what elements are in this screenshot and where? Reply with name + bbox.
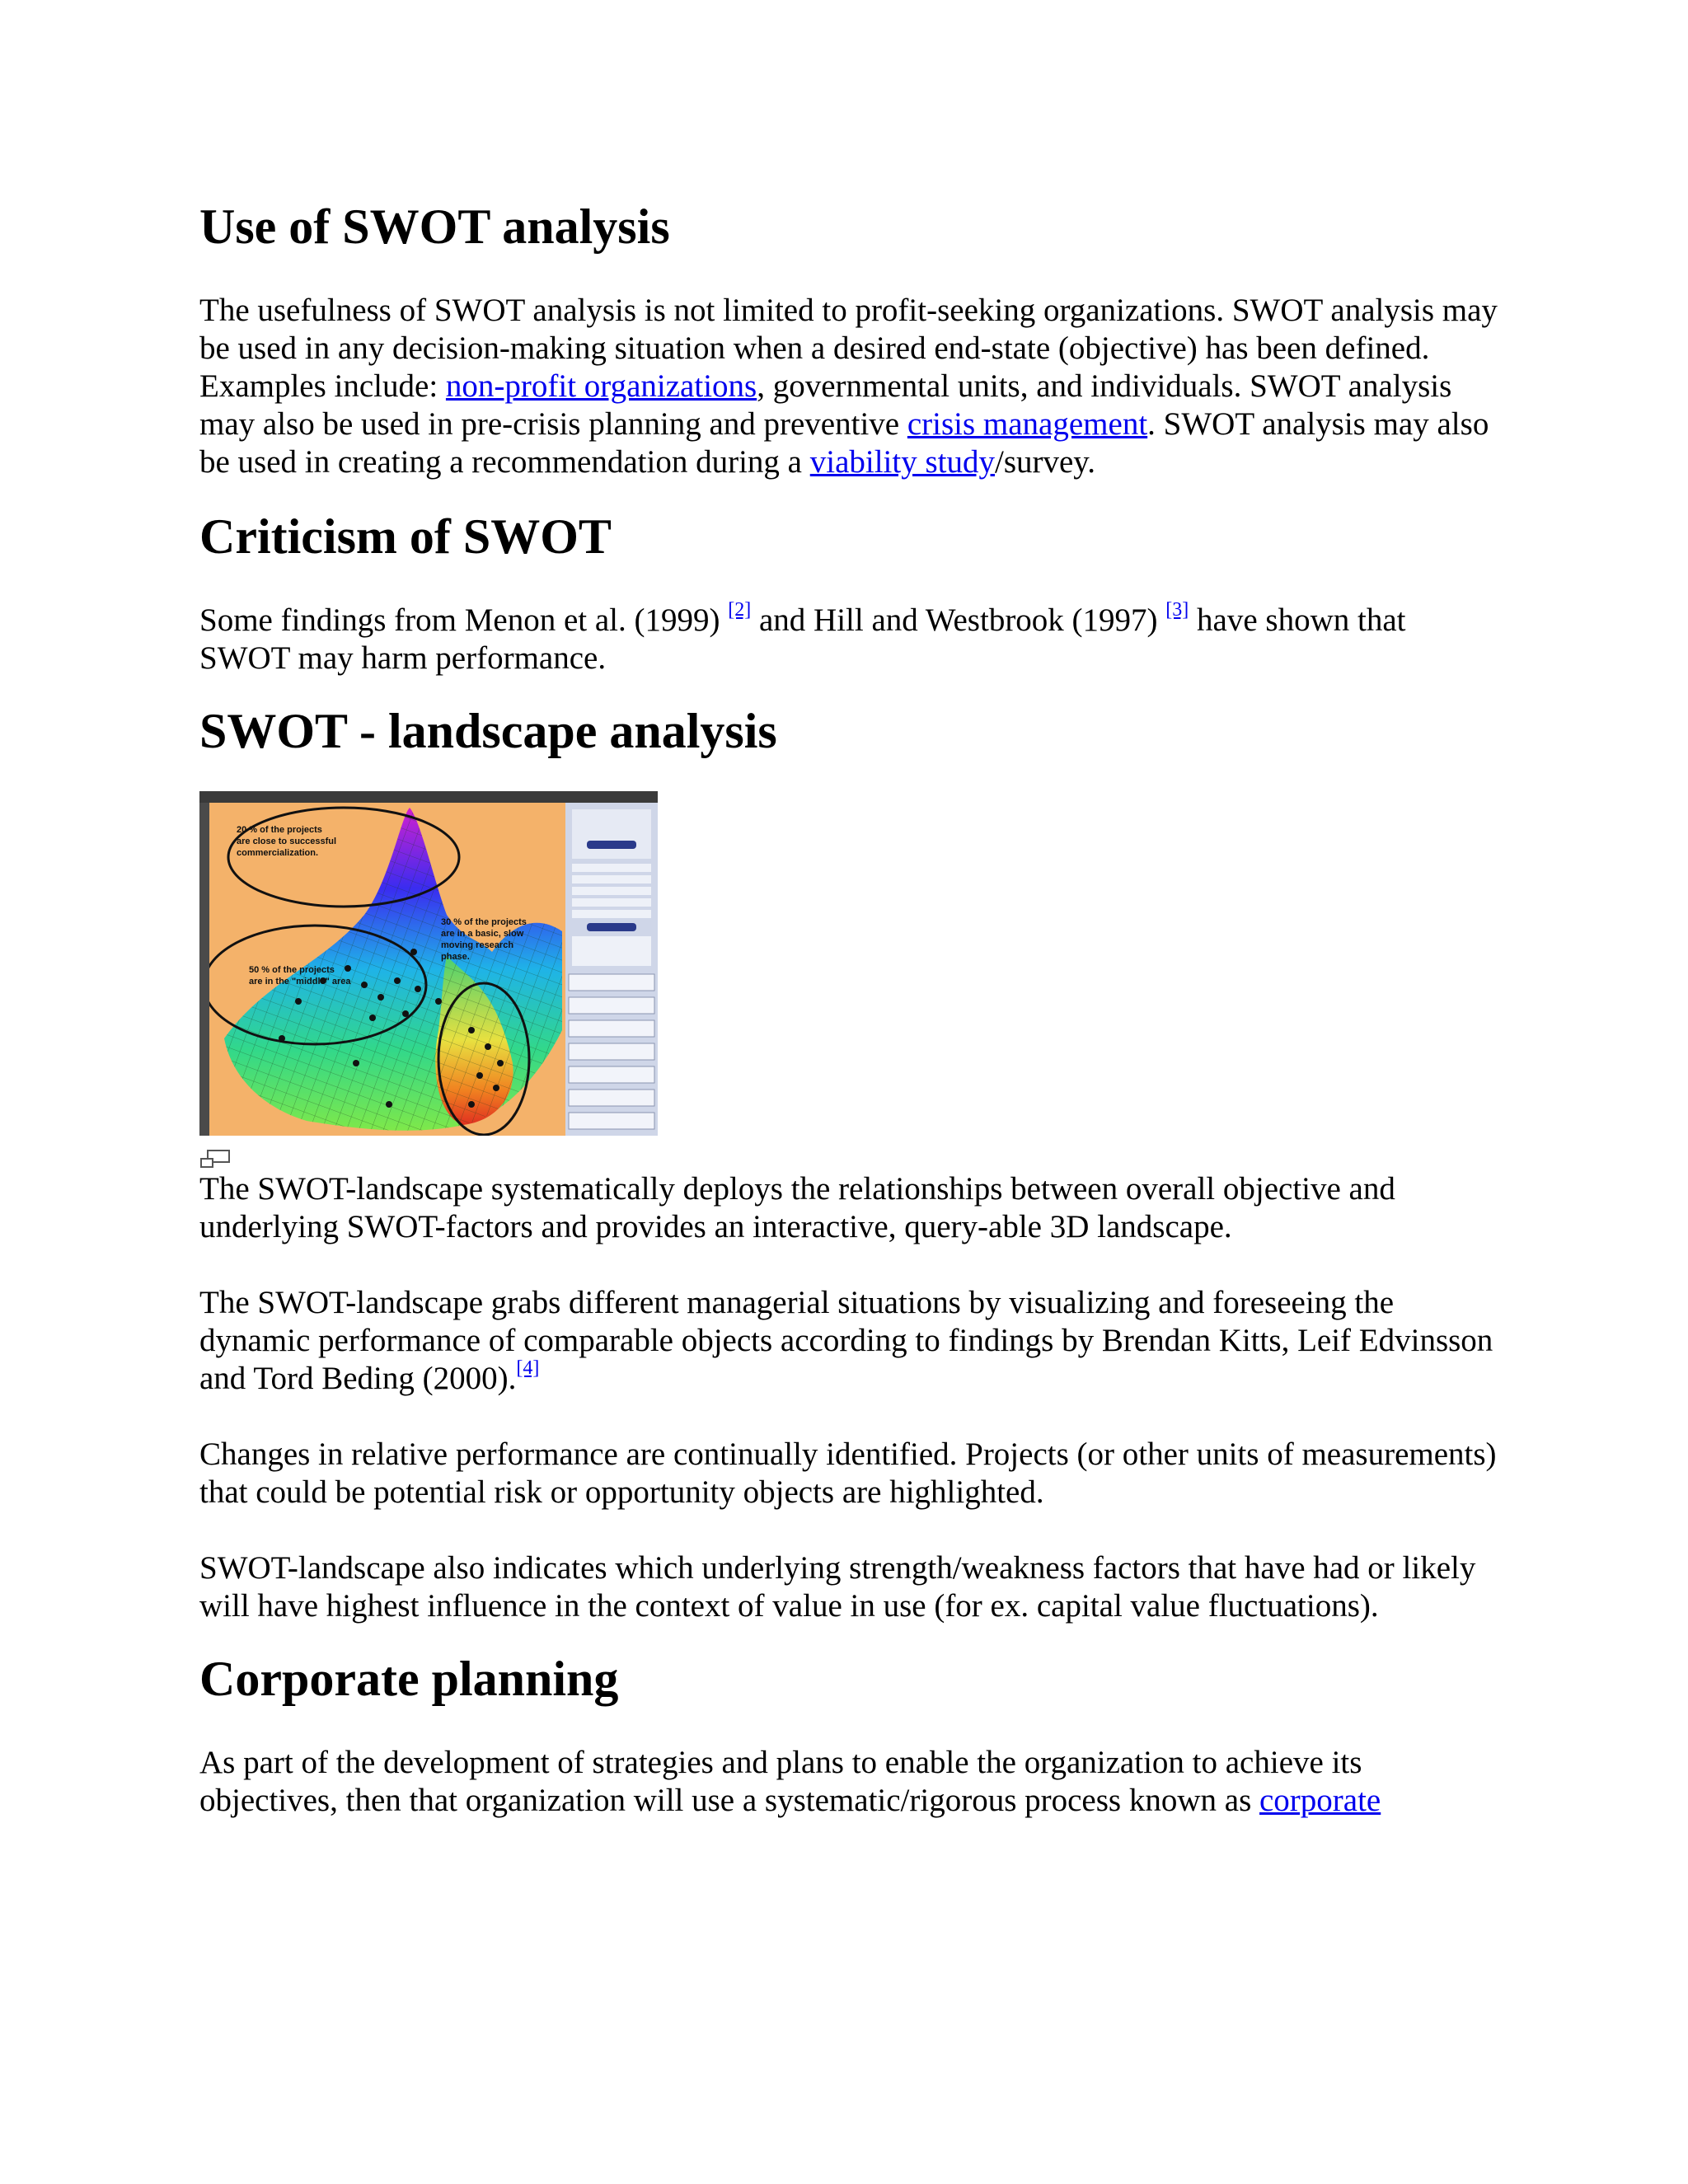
- text: The usefulness of SWOT analysis is not limited to profit-seeking organizations. SWOT analysis may be used in any decision-making situation when a desired end-state (objective) has been defined. Examples include:: [199, 293, 1498, 404]
- annotation-top-line-2: are close to successful: [237, 837, 337, 846]
- paragraph-landscape-2: [199, 1284, 1502, 1398]
- heading-use-of-swot: Use of SWOT analysis: [199, 199, 670, 254]
- heading-corporate-planning: Corporate planning: [199, 1652, 619, 1706]
- heading-swot-landscape-analysis: SWOT - landscape analysis: [199, 704, 777, 758]
- text: , governmental units, and individuals. SWOT analysis may also be used in pre-crisis planning and preventive: [199, 368, 1452, 442]
- paragraph-landscape-3: Changes in relative performance are continually identified. Projects (or other units of measurements) that could be potential risk or opportunity objects are highlighted.: [199, 1436, 1497, 1510]
- annotation-right-line-2: are in a basic, slow: [441, 929, 524, 939]
- text: have shown that SWOT may harm performance.: [199, 602, 1406, 676]
- document-page: [199, 190, 1502, 1820]
- link-crisis-management[interactable]: crisis management: [907, 406, 1148, 442]
- paragraph-landscape-4: SWOT-landscape also indicates which underlying strength/weakness factors that have had or likely will have highest influence in the context of value in use (for ex. capital value fluctuations).: [199, 1550, 1476, 1624]
- link-corporate-planning[interactable]: corporate: [1259, 1783, 1381, 1818]
- annotation-left-line-2: are in the "middle" area: [249, 977, 351, 987]
- enlarge-icon: [199, 1149, 232, 1170]
- reference-link-4[interactable]: [4]: [516, 1357, 540, 1379]
- reference-link-3[interactable]: [3]: [1165, 599, 1189, 621]
- magnify-clip-icon[interactable]: [199, 1149, 232, 1170]
- paragraph-corporate-planning: [199, 1744, 1502, 1820]
- text: /survey.: [994, 444, 1096, 480]
- text: . SWOT analysis may also be used in creating a recommendation during a: [199, 406, 1489, 480]
- paragraph-landscape-1: The SWOT-landscape systematically deploys the relationships between overall objective and underlying SWOT-factors and provides an interactive, query-able 3D landscape.: [199, 1171, 1395, 1244]
- swot-landscape-figure[interactable]: [199, 791, 658, 1136]
- text: Some findings from Menon et al. (1999): [199, 602, 729, 638]
- text: The SWOT-landscape grabs different managerial situations by visualizing and foreseeing the dynamic performance of comparable objects according to findings by Brendan Kitts, Leif Edvinsson and Tord Beding (2000).: [199, 1285, 1493, 1396]
- annotation-top-line-3: commercialization.: [237, 848, 319, 858]
- annotation-right-line-4: phase.: [441, 952, 470, 962]
- text: and Hill and Westbrook (1997): [751, 602, 1166, 638]
- paragraph-criticism: [199, 599, 1502, 677]
- annotation-right-line-1: 30 % of the projects: [441, 917, 527, 927]
- toolbar-strip: [199, 803, 209, 1136]
- paragraph-use-of-swot: [199, 292, 1502, 481]
- annotation-left-line-1: 50 % of the projects: [249, 965, 335, 975]
- text: As part of the development of strategies and plans to enable the organization to achieve its objectives, then that organization will use a systematic/rigorous process known as: [199, 1745, 1362, 1818]
- link-viability-study[interactable]: viability study: [809, 444, 995, 480]
- link-non-profit-organizations[interactable]: non-profit organizations: [445, 368, 757, 404]
- heading-criticism-of-swot: Criticism of SWOT: [199, 509, 612, 564]
- reference-link-2[interactable]: [2]: [728, 599, 752, 621]
- annotation-top-line-1: 20 % of the projects: [237, 825, 322, 835]
- figure-titlebar: [199, 791, 658, 803]
- swot-landscape-image: [199, 791, 658, 1136]
- annotation-right-line-3: moving research: [441, 940, 514, 950]
